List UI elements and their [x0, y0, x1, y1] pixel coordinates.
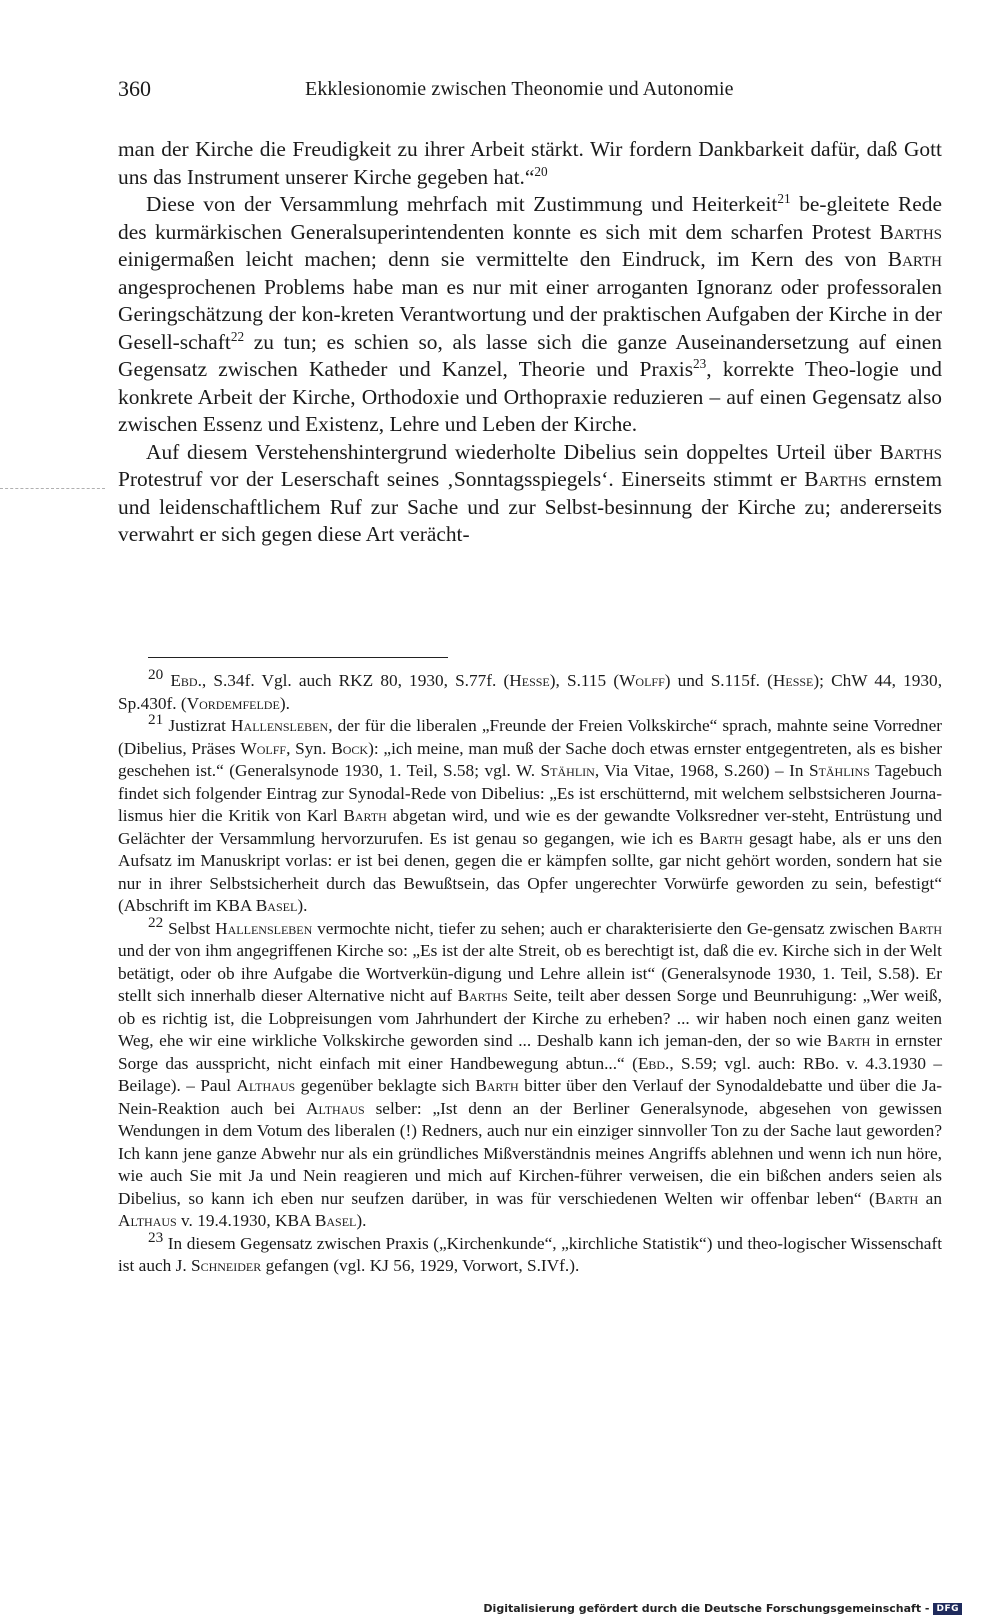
footnote-sc: Barth — [475, 1076, 519, 1095]
paragraph-text: zu tun; es schien so, als lasse sich die ganze Auseinandersetzung auf einen Gegensatz zwischen Katheder und Kanzel, Theorie und Praxis — [118, 329, 942, 381]
footnote-sc: Wolff — [240, 738, 287, 758]
footnote-text: , der für die liberalen „Freunde der Freien Volkskirche“ sprach, mahnte seine Vorredner (Dibelius, Präses — [118, 716, 942, 758]
footnote-text: ): „ich meine, man muß der Sache doch etwas ernster entgegentreten, als es bisher geschehen ist.“ (Generalsynode 1930, 1. Teil, S.58; vgl. W. — [118, 738, 942, 780]
paragraph-text: , korrekte Theo-logie und konkrete Arbeit der Kirche, Orthodoxie und Orthopraxie reduzieren – auf einen Gegensatz also zwischen Essenz und Existenz, Lehre und Leben der Kirche. — [118, 357, 943, 436]
footnote-sc: Barth — [699, 828, 743, 848]
footnote-sc: Barth — [898, 918, 943, 938]
footnote-text: ). — [356, 1211, 367, 1230]
dfg-logo: DFG — [933, 1603, 962, 1615]
footnote-sc: Barth — [343, 806, 387, 825]
footnote-text: Seite, teilt aber dessen Sorge und Beunruhigung: „Wer weiß, ob es richtig ist, die Lobpreisungen vom Jahrhundert der Kirche zu erheben? ... wir haben noch einen ganz weiten Weg, ehe wir eine wirkliche Volkskirche geworden sind ... Deshalb kann ich jeman-den, der so wie — [118, 986, 942, 1050]
footnote-20 — [118, 666, 943, 715]
footnote-sc: KBA Basel — [215, 896, 298, 915]
footnote-sc: Stählins — [808, 761, 870, 780]
footnote-sc: Hallensleben — [231, 716, 329, 735]
author-name: Barths — [804, 467, 867, 491]
footnote-text: ). — [297, 896, 308, 915]
footnote-text: gesagt habe, als er uns den Aufsatz im Manuskript vorlas: er ist bei denen, gegen die er kämpfen sollte, gar nicht gehört worden, sondern hat sie nur in ihrer Selbstsicherheit durch das Bewußtsein, das Opfer ungerechter Vorwürfe geworden zu sein, befestigt“ (Abschrift im — [118, 828, 943, 915]
footnote-text: an — [918, 1188, 942, 1208]
footnote-text: ); ChW 44, 1930, Sp.430f. ( — [118, 671, 943, 713]
footnote-text: gegenüber beklagte sich — [295, 1076, 476, 1095]
footnote-ref-23[interactable]: 23 — [693, 355, 707, 371]
footnote-text: Justizrat — [168, 716, 232, 735]
paragraph-text: Diese von der Versammlung mehrfach mit Zustimmung und Heiterkeit — [146, 192, 778, 216]
footnote-text: und der von ihm angegriffenen Kirche so: „Es ist der alte Streit, ob es berechtigt ist, daß die ev. Kirche sich in der Welt betätigt, oder ob ihre Aufgabe die Wortverkün-digung und Lehre allein ist“ (Generalsynode 1930, 1. Teil, S.58). Er stellt sich innerhalb dieser Alternative nicht auf — [118, 941, 942, 1005]
footnote-sc: Barth — [874, 1188, 919, 1208]
paragraph-3 — [118, 439, 942, 549]
footnote-sc: Barths — [457, 986, 508, 1005]
footnote-text: bitter über den Verlauf der Synodaldebatte und über die Ja-Nein-Reaktion auch bei — [118, 1076, 943, 1118]
paragraph-text: Auf diesem Verstehenshintergrund wiederholte Dibelius sein doppeltes Urteil über — [146, 439, 880, 464]
paragraph-text: be-gleitete Rede des kurmärkischen Generalsuperintendenten konnte es sich mit dem scharfen Protest — [118, 192, 942, 244]
footnote-text: in ernster Sorge das ausspricht, nicht einfach mit einer Handbewegung abtun...“ ( — [118, 1031, 942, 1073]
footnote-text: ), S.115 ( — [549, 671, 620, 690]
paragraph-text: angesprochenen Problems habe man es nur mit einer arroganten Ignoranz oder professoralen Geringschätzung der kon-kreten Verantwortung und der praktischen Aufgaben der Kirche in der Gesell-schaft — [118, 274, 942, 354]
paragraph-2 — [118, 191, 942, 439]
footnote-sc: Hallensleben — [215, 918, 313, 938]
footnote-sc: Schneider — [190, 1256, 262, 1275]
author-name: Barths — [879, 439, 942, 464]
footnote-text: vermochte nicht, tiefer zu sehen; auch er charakterisierte den Ge-gensatz zwischen — [312, 918, 899, 938]
footnote-text: , Via Vitae, 1968, S.260) – In — [594, 761, 809, 780]
footnote-rule — [148, 657, 448, 658]
footnote-text: ) und S.115f. ( — [664, 671, 773, 690]
footnotes — [118, 666, 943, 1278]
footnote-sc: Wolff — [619, 671, 665, 690]
footnote-ref-22[interactable]: 22 — [230, 328, 245, 344]
footnote-sc: Barth — [826, 1031, 871, 1050]
footnote-ref-20[interactable]: 20 — [534, 163, 548, 179]
footnote-ref-21[interactable]: 21 — [777, 190, 791, 206]
footnote-text: Selbst — [168, 918, 216, 938]
footnote-sc: Vordemfelde — [186, 693, 280, 713]
footnote-text: In diesem Gegensatz zwischen Praxis („Kirchenkunde“, „kirchliche Statistik“) und theo-logischer Wissenschaft ist auch J. — [118, 1233, 942, 1275]
footnote-sc: Althaus — [236, 1076, 296, 1095]
footnote-sc: Ebd. — [170, 671, 202, 690]
author-name: Barth — [887, 247, 942, 271]
footnote-text: ). — [279, 693, 290, 713]
author-name: Barths — [879, 219, 942, 244]
footnote-number: 22 — [148, 913, 164, 931]
footnote-sc: Hesse — [772, 671, 814, 690]
paragraph-text: einigermaßen leicht machen; denn sie vermittelte den Eindruck, im Kern des von — [118, 247, 888, 271]
footnote-text: selber: „Ist denn an der Berliner Generalsynode, abgesehen von gewissen Wendungen in dem Votum des liberalen (!) Redners, auch nur ein einziger sinnvoller Ton zu der Sache laut geworden? Ich kann jene ganze Abwehr nur als ein gründliches Mißverständnis meines Angriffs ablehnen und wenn ich nun höre, wie auch Sie mit Ja und Nein reagieren und mich auf Kirchen-führer verweisen, die ein bißchen anders seien als Dibelius, so kann ich eben nur seufzen darüber, in was für verschiedenen Welten wir offenbar leben“ ( — [118, 1098, 942, 1208]
paragraph-1 — [118, 136, 942, 191]
margin-mark — [0, 488, 105, 489]
footnote-number: 21 — [148, 711, 164, 729]
footnote-text: , S.59; vgl. auch: RBo. v. 4.3.1930 – Beilage). – Paul — [118, 1053, 942, 1095]
credit-text: Digitalisierung gefördert durch die Deutsche Forschungsgemeinschaft - — [483, 1602, 930, 1615]
footnote-sc: Hesse — [509, 671, 550, 690]
paragraph-text: ernstem und leidenschaftlichem Ruf zur Sache und zur Selbst-besinnung der Kirche zu; andererseits verwahrt er sich gegen diese Art verächt- — [118, 467, 942, 546]
paragraph-text: Protestruf vor der Leserschaft seines ‚Sonntagsspiegels‘. Einerseits stimmt er — [118, 467, 805, 491]
footnote-sc: Stählin — [540, 761, 595, 780]
footnote-sc: Bock — [331, 738, 369, 758]
footnote-sc: Althaus — [118, 1211, 177, 1230]
footnote-number: 23 — [148, 1228, 164, 1246]
digitization-credit — [483, 1602, 962, 1615]
page-number: 360 — [118, 76, 151, 101]
footnote-sc: KBA Basel — [274, 1211, 357, 1230]
footnote-sc: Althaus — [306, 1098, 365, 1118]
main-text — [118, 136, 942, 549]
footnote-number: 20 — [148, 666, 164, 684]
footnote-text: abgetan wird, und wie es der gewandte Volksredner ver-steht, Entrüstung und Gelächter der Versammlung hervorzurufen. Es ist genau so gegangen, wie ich es — [118, 806, 942, 848]
footnote-23 — [118, 1228, 942, 1278]
footnote-text: Tagebuch findet sich folgender Eintrag zur Synodal-Rede von Dibelius: „Es ist erschütternd, mit welchem selbstsicheren Journa-lismus hier die Kritik von Karl — [118, 761, 942, 825]
footnote-text: , S.34f. Vgl. auch RKZ 80, 1930, S.77f. ( — [201, 671, 510, 690]
footnote-sc: Ebd. — [637, 1053, 670, 1073]
running-title: Ekklesionomie zwischen Theonomie und Autonomie — [305, 78, 734, 100]
footnote-text: gefangen (vgl. KJ 56, 1929, Vorwort, S.IVf.). — [261, 1256, 580, 1275]
footnote-22 — [118, 913, 943, 1233]
footnote-21 — [118, 711, 943, 918]
footnote-text: v. 19.4.1930, — [176, 1211, 275, 1230]
footnote-text: , Syn. — [286, 738, 332, 758]
paragraph-text: man der Kirche die Freudigkeit zu ihrer Arbeit stärkt. Wir fordern Dankbarkeit dafür, daß Gott uns das Instrument unserer Kirche gegeben hat.“ — [118, 137, 942, 189]
